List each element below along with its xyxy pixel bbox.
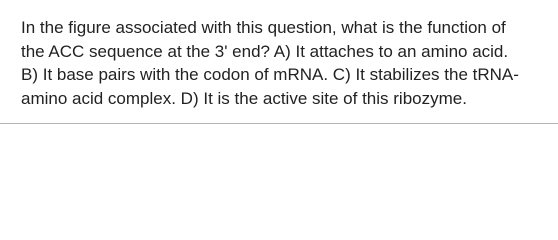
- question-text: [21, 16, 551, 110]
- question-line-2: the ACC sequence at the 3' end? A) It attaches to an amino acid.: [21, 41, 509, 61]
- question-line-3: B) It base pairs with the codon of mRNA. C) It stabilizes the tRNA-: [21, 65, 519, 84]
- bottom-divider: [0, 123, 558, 124]
- question-line-1: In the figure associated with this question, what is the function of: [21, 18, 506, 37]
- question-line-4: amino acid complex. D) It is the active site of this ribozyme.: [21, 88, 467, 108]
